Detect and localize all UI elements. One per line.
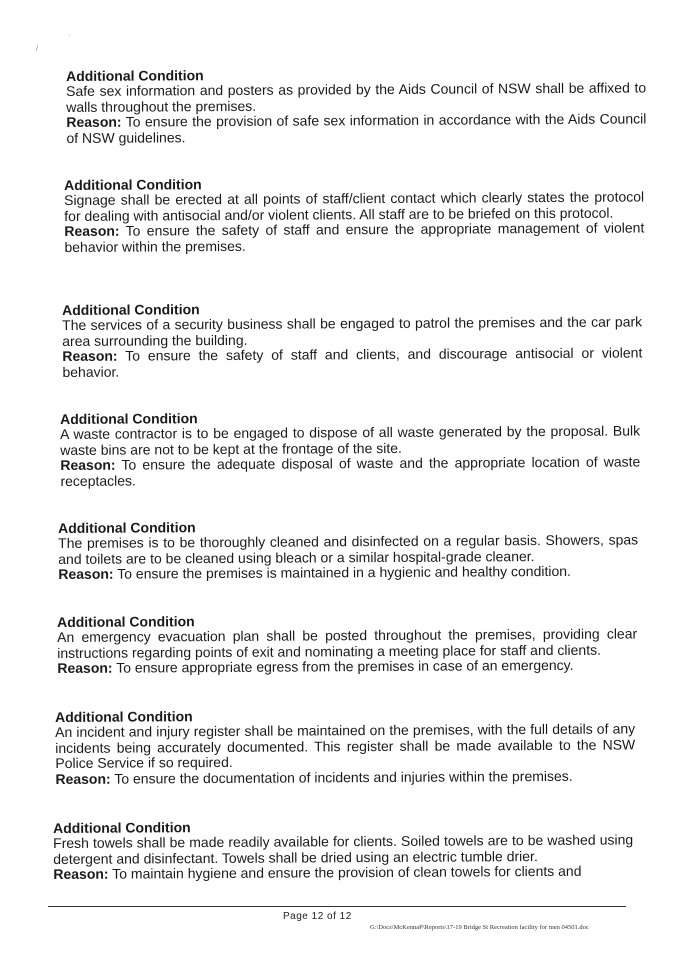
condition-block [62,298,642,380]
condition-title: Additional Condition [58,519,196,536]
condition-title: Additional Condition [62,301,200,318]
reason-label: Reason: [58,565,114,582]
condition-title: Additional Condition [64,176,202,193]
reason-text: To ensure the provision of safe sex information in accordance with the Aids Council of NSW guidelines. [66,110,647,146]
condition-block [64,173,644,255]
condition-reason [66,111,646,146]
condition-reason [58,563,638,582]
reason-text: To ensure the adequate disposal of waste and the appropriate location of waste receptacles. [60,453,641,489]
condition-block [57,610,637,676]
condition-reason [60,454,640,489]
file-path: G:\Docs\McKennaP\Reports\17-19 Bridge St Recreation facility for men 04501.doc [370,924,589,931]
reason-label: Reason: [57,659,113,676]
condition-text: Signage shall be erected at all points of staff/client contact which clearly states the protocol for dealing with antisocial and/or violent clients. All staff are to be briefed on this protocol. [64,188,645,224]
footer-divider [48,906,626,907]
condition-block [53,816,633,882]
reason-label: Reason: [53,865,109,882]
reason-label: Reason: [62,347,118,364]
condition-text: Safe sex information and posters as provided by the Aids Council of NSW shall be affixed to walls throughout the premises. [66,79,647,115]
condition-reason [53,863,633,882]
condition-reason [57,657,637,676]
condition-title: Additional Condition [53,819,191,836]
reason-text: To ensure appropriate egress from the premises in case of an emergency. [116,656,574,676]
reason-label: Reason: [60,456,116,473]
reason-label: Reason: [64,222,120,239]
condition-text: An emergency evacuation plan shall be posted throughout the premises, providing clear instructions regarding points of exit and nominating a meeting place for staff and clients. [57,625,638,661]
condition-text: An incident and injury register shall be maintained on the premises, with the full details of any incidents being accurately documented. This register shall be made available to the NSW Police Service if so required. [55,720,636,771]
condition-block [58,516,638,582]
condition-text: The premises is to be thoroughly cleaned and disinfected on a regular basis. Showers, spas and toilets are to be cleaned using bleach or a similar hospital-grade cleaner. [58,531,639,567]
reason-text: To ensure the documentation of incidents and injuries within the premises. [114,767,573,787]
condition-reason [64,220,644,255]
condition-title: Additional Condition [55,708,193,725]
scan-speck: / [36,46,38,53]
condition-title: Additional Condition [57,613,195,630]
condition-reason [55,768,635,787]
condition-block [66,64,646,146]
condition-text: Fresh towels shall be made readily available for clients. Soiled towels are to be washed using detergent and disinfectant. Towels shall be dried using an electric tumble drier. [53,831,634,867]
reason-text: To ensure the safety of staff and clients, and discourage antisocial or violent behavior. [62,344,643,380]
condition-text: The services of a security business shall be engaged to patrol the premises and the car park area surrounding the building. [62,313,643,349]
page-number: Page 12 of 12 [283,911,352,922]
reason-label: Reason: [66,113,122,130]
reason-label: Reason: [55,770,111,787]
condition-block [60,407,640,489]
condition-title: Additional Condition [60,410,198,427]
condition-block [55,705,635,787]
reason-text: To ensure the safety of staff and ensure the appropriate management of violent behavior within the premises. [64,219,645,255]
reason-text: To maintain hygiene and ensure the provision of clean towels for clients and [112,862,582,882]
reason-text: To ensure the premises is maintained in a hygienic and healthy condition. [117,562,571,582]
condition-text: A waste contractor is to be engaged to dispose of all waste generated by the proposal. Bulk waste bins are not to be kept at the frontage of the site. [60,422,641,458]
condition-title: Additional Condition [66,67,204,84]
scan-speck: · [68,32,71,39]
condition-reason [62,345,642,380]
